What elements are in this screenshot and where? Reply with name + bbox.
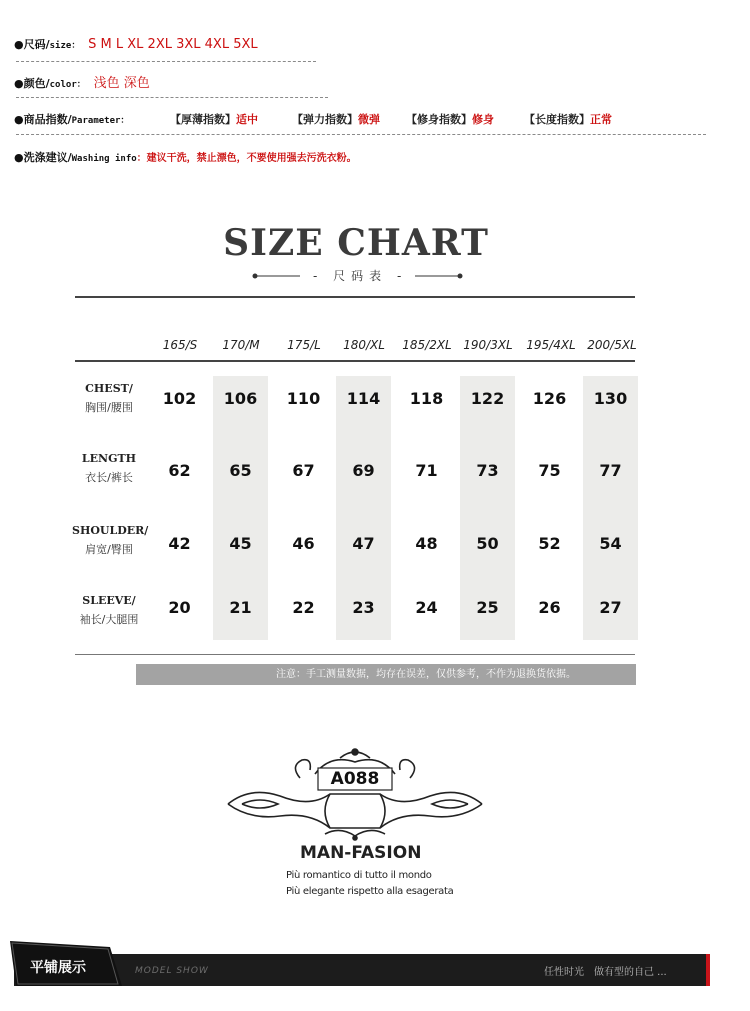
row-label-sleeve	[72, 591, 146, 629]
size-header: 185/2XL	[402, 338, 452, 352]
bullet-icon: ●	[14, 113, 24, 126]
table-cell: 52	[538, 534, 561, 553]
washing-sep: ：	[136, 153, 147, 164]
table-bottom-rule	[75, 654, 635, 655]
bullet-icon: ●	[14, 77, 24, 90]
table-cell: 45	[229, 534, 252, 553]
table-cell: 106	[223, 389, 258, 408]
param-label: 【厚薄指数】	[170, 113, 236, 126]
bullet-icon: ●	[14, 38, 24, 51]
table-cell: 48	[415, 534, 438, 553]
bullet-icon: ●	[14, 151, 24, 164]
row-label-zh: 衣长/裤长	[85, 471, 133, 484]
table-cell: 65	[229, 461, 252, 480]
subtitle-text: 尺码表	[333, 269, 388, 283]
table-cell: 42	[168, 534, 191, 553]
param-label: 【修身指数】	[406, 113, 472, 126]
param-value: 正常	[590, 113, 612, 126]
banner-slogan-1: 任性时光	[544, 967, 584, 978]
brand-tagline-2: Più elegante rispetto alla esagerata	[286, 886, 454, 897]
size-key-en: size	[49, 41, 72, 51]
param-value: 微弹	[358, 113, 380, 126]
table-cell: 27	[599, 598, 622, 617]
table-cell: 22	[292, 598, 315, 617]
table-cell: 130	[593, 389, 628, 408]
table-cell: 69	[352, 461, 375, 480]
brand-tagline-1: Più romantico di tutto il mondo	[286, 870, 432, 881]
row-label-length	[72, 449, 146, 487]
table-cell: 54	[599, 534, 622, 553]
header-rule	[75, 360, 635, 362]
color-values: 浅色 深色	[93, 76, 150, 91]
size-header: 190/3XL	[463, 338, 513, 352]
title-rule	[75, 296, 635, 298]
table-cell: 62	[168, 461, 191, 480]
row-label-chest	[72, 379, 146, 417]
table-cell: 20	[168, 598, 191, 617]
table-cell: 71	[415, 461, 438, 480]
size-sep: ：	[71, 41, 81, 51]
row-label-zh: 肩宽/臀围	[85, 543, 133, 556]
size-key: 尺码/	[23, 38, 50, 51]
table-cell: 75	[538, 461, 561, 480]
size-header: 165/S	[162, 338, 198, 352]
size-attribute	[14, 36, 258, 52]
parameter-attribute	[14, 111, 129, 127]
measurement-notice: 注意：手工测量数据，均存在误差，仅供参考，不作为退换货依据。	[136, 664, 636, 685]
table-cell: 23	[352, 598, 375, 617]
param-fit	[406, 111, 494, 127]
table-cell: 126	[532, 389, 567, 408]
table-cell: 50	[476, 534, 499, 553]
table-cell: 110	[286, 389, 321, 408]
size-chart-subtitle: - 尺码表 -	[313, 269, 408, 283]
size-header: 175/L	[287, 338, 321, 352]
size-header: 170/M	[222, 338, 260, 352]
table-cell: 47	[352, 534, 375, 553]
param-length	[524, 111, 612, 127]
table-cell: 21	[229, 598, 252, 617]
banner-accent	[706, 954, 710, 986]
table-cell: 24	[415, 598, 438, 617]
row-label-en: CHEST/	[85, 382, 133, 395]
param-thickness	[170, 111, 258, 127]
size-header: 195/4XL	[526, 338, 576, 352]
logo-code: A088	[330, 769, 380, 789]
row-label-shoulder	[72, 521, 149, 559]
param-elasticity	[292, 111, 380, 127]
brand-name: MAN-FASION	[300, 843, 422, 863]
banner-slogan	[544, 963, 677, 978]
washing-key-en: Washing info	[71, 154, 137, 164]
table-cell: 25	[476, 598, 499, 617]
param-value: 适中	[236, 113, 258, 126]
table-cell: 122	[470, 389, 505, 408]
table-cell: 118	[409, 389, 444, 408]
parameter-key: 商品指数/	[23, 113, 72, 126]
table-cell: 73	[476, 461, 499, 480]
washing-attribute	[14, 149, 357, 165]
banner-slogan-2: 做有型的自己 ...	[594, 967, 667, 978]
param-value: 修身	[472, 113, 494, 126]
table-cell: 26	[538, 598, 561, 617]
table-cell: 114	[346, 389, 381, 408]
row-label-zh: 胸围/腰围	[85, 401, 133, 414]
parameter-sep: ：	[120, 116, 130, 126]
table-cell: 102	[162, 389, 197, 408]
parameter-key-en: Parameter	[71, 116, 121, 126]
brand-ribbon-ornament	[220, 746, 490, 841]
size-chart-title: SIZE CHART	[223, 222, 489, 264]
color-sep: ：	[76, 80, 86, 90]
row-label-en: SLEEVE/	[82, 594, 136, 607]
row-label-en: SHOULDER/	[72, 524, 149, 537]
washing-key: 洗涤建议/	[23, 151, 72, 164]
table-cell: 77	[599, 461, 622, 480]
table-cell: 67	[292, 461, 315, 480]
size-header: 200/5XL	[587, 338, 637, 352]
divider	[16, 61, 316, 62]
size-header: 180/XL	[343, 338, 385, 352]
param-label: 【弹力指数】	[292, 113, 358, 126]
row-label-zh: 袖长/大腿围	[79, 613, 139, 626]
row-label-en: LENGTH	[81, 452, 137, 465]
washing-value: 建议干洗，禁止漂色，不要使用强去污洗衣粉。	[146, 153, 357, 164]
size-values: S M L XL 2XL 3XL 4XL 5XL	[88, 37, 258, 52]
color-attribute	[14, 72, 150, 91]
param-label: 【长度指数】	[524, 113, 590, 126]
color-key: 颜色/	[23, 77, 50, 90]
banner-subtitle: MODEL SHOW	[135, 966, 209, 976]
divider	[16, 97, 328, 98]
divider	[16, 134, 706, 135]
banner-label: 平铺展示	[30, 960, 86, 976]
table-cell: 46	[292, 534, 315, 553]
color-key-en: color	[49, 80, 77, 90]
